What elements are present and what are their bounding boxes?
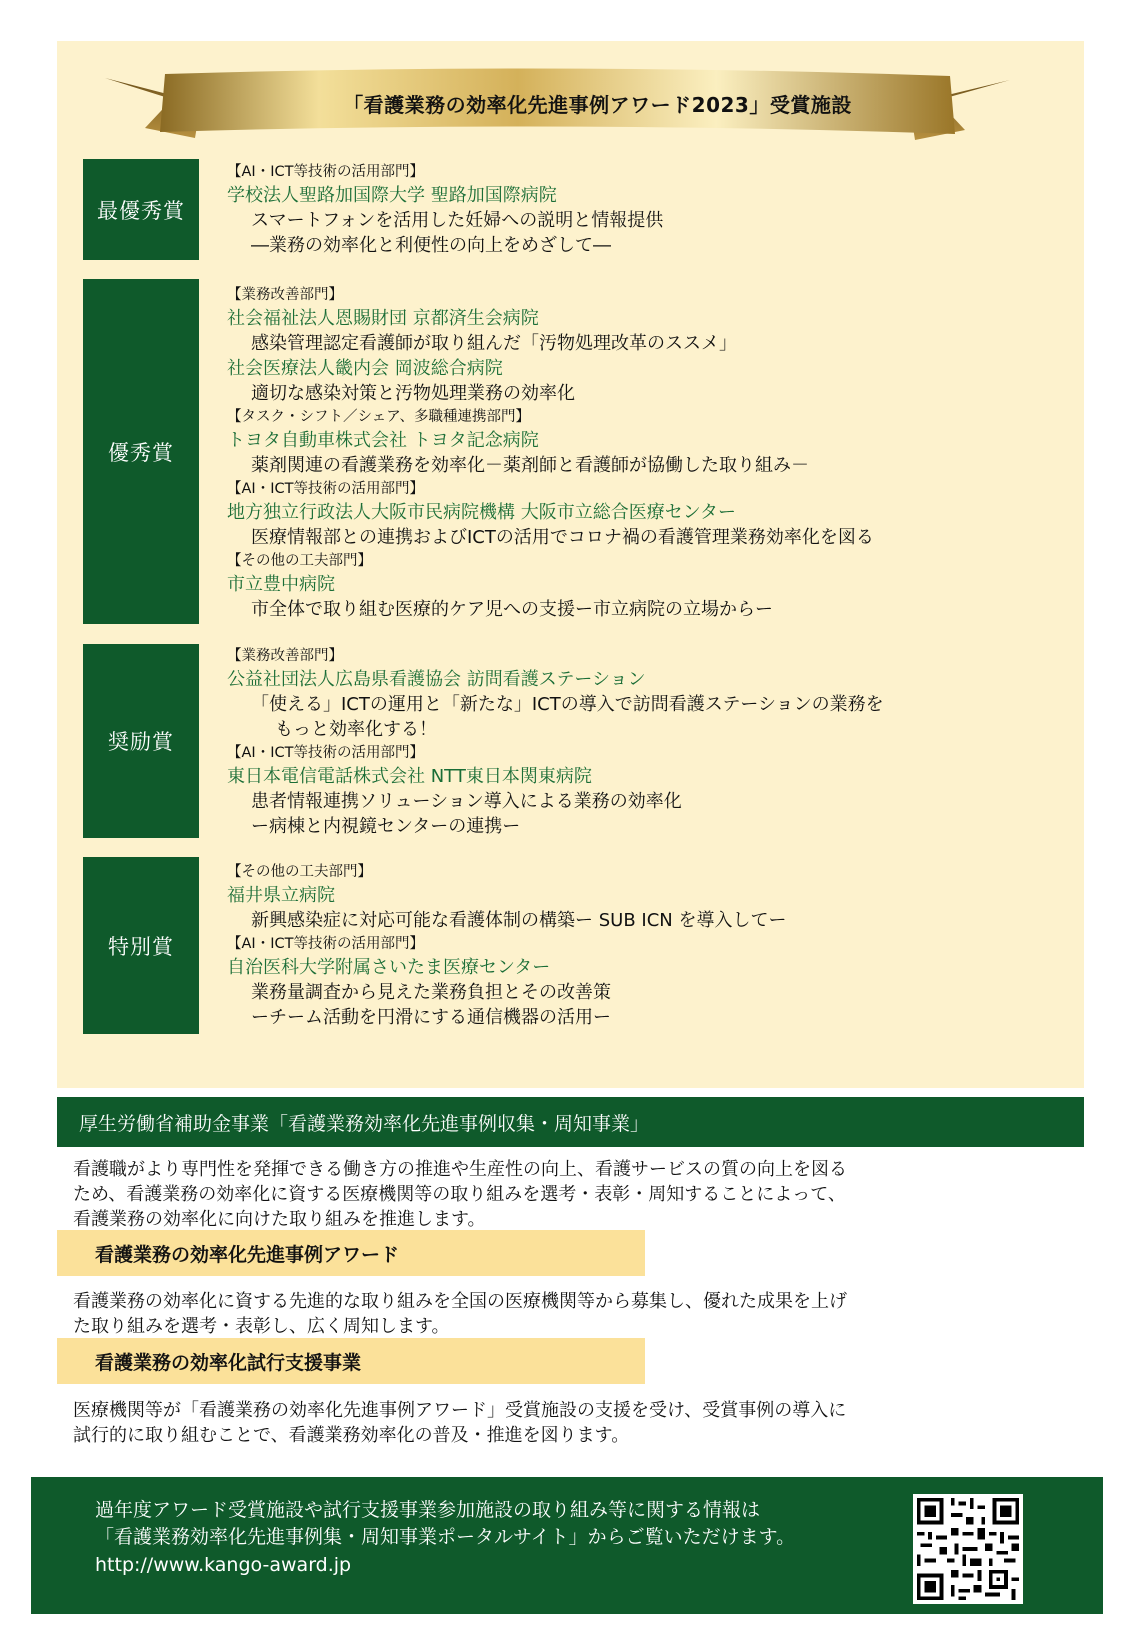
organization-name: 市立豊中病院: [227, 574, 335, 595]
project-title: 感染管理認定看護師が取り組んだ「汚物処理改革のススメ」: [251, 333, 737, 354]
award-entries-grand-prize: [227, 161, 663, 258]
support-section-heading: 看護業務の効率化試行支援事業: [57, 1338, 645, 1384]
organization-name: 自治医科大学附属さいたま医療センター: [227, 957, 551, 978]
project-title: 新興感染症に対応可能な看護体制の構築ー SUB ICN を導入してー: [251, 910, 787, 931]
organization-name: 社会医療法人畿内会 岡波総合病院: [227, 358, 503, 379]
organization-name: 東日本電信電話株式会社 NTT東日本関東病院: [227, 766, 592, 787]
award-section-description: [73, 1289, 1083, 1339]
organization-name: 地方独立行政法人大阪市民病院機構 大阪市立総合医療センター: [227, 502, 736, 523]
award-label-excellence: 優秀賞: [83, 279, 199, 624]
category-label: 【AI・ICT等技術の活用部門】: [227, 481, 424, 497]
footer-text-line: 「看護業務効率化先進事例集・周知事業ポータルサイト」からご覧いただけます。: [95, 1526, 796, 1548]
project-title: 「使える」ICTの運用と「新たな」ICTの導入で訪問看護ステーションの業務を: [251, 694, 884, 715]
project-title: 業務量調査から見えた業務負担とその改善策: [251, 982, 611, 1003]
project-description: [73, 1157, 1083, 1232]
category-label: 【その他の工夫部門】: [227, 553, 372, 569]
qr-code-icon[interactable]: [913, 1494, 1023, 1604]
category-label: 【タスク・シフト／シェア、多職種連携部門】: [227, 409, 531, 425]
project-title: 薬剤関連の看護業務を効率化－薬剤師と看護師が協働した取り組み－: [251, 455, 809, 476]
description-line: ため、看護業務の効率化に資する医療機関等の取り組みを選考・表彰・周知することによって、: [73, 1184, 846, 1205]
project-title: 市全体で取り組む医療的ケア児への支援ー市立病院の立場からー: [251, 599, 773, 620]
organization-name: 社会福祉法人恩賜財団 京都済生会病院: [227, 308, 539, 329]
project-title-continued: もっと効率化する！: [275, 719, 437, 740]
category-label: 【その他の工夫部門】: [227, 864, 372, 880]
project-title-bar: 厚生労働省補助金事業「看護業務効率化先進事例収集・周知事業」: [57, 1097, 1084, 1147]
organization-name: トヨタ自動車株式会社 トヨタ記念病院: [227, 430, 539, 451]
project-subtitle: ーチーム活動を円滑にする通信機器の活用ー: [251, 1007, 611, 1028]
description-line: 医療機関等が「看護業務の効率化先進事例アワード」受賞施設の支援を受け、受賞事例の導入に: [73, 1400, 847, 1421]
award-label-encouragement: 奨励賞: [83, 644, 199, 838]
category-label: 【AI・ICT等技術の活用部門】: [227, 936, 424, 952]
description-line: 看護業務の効率化に向けた取り組みを推進します。: [73, 1209, 486, 1230]
description-line: 看護業務の効率化に資する先進的な取り組みを全国の医療機関等から募集し、優れた成果を上げ: [73, 1291, 847, 1312]
project-title: 医療情報部との連携およびICTの活用でコロナ禍の看護管理業務効率化を図る: [251, 527, 874, 548]
category-label: 【AI・ICT等技術の活用部門】: [227, 164, 424, 180]
project-subtitle: ―業務の効率化と利便性の向上をめざして―: [251, 235, 611, 256]
project-subtitle: ー病棟と内視鏡センターの連携ー: [251, 816, 521, 837]
project-title: 患者情報連携ソリューション導入による業務の効率化: [251, 791, 682, 812]
award-label-grand-prize: 最優秀賞: [83, 159, 199, 260]
category-label: 【AI・ICT等技術の活用部門】: [227, 745, 424, 761]
organization-name: 学校法人聖路加国際大学 聖路加国際病院: [227, 185, 557, 206]
project-title: 適切な感染対策と汚物処理業務の効率化: [251, 383, 575, 404]
description-line: た取り組みを選考・表彰し、広く周知します。: [73, 1316, 450, 1337]
category-label: 【業務改善部門】: [227, 287, 343, 303]
description-line: 試行的に取り組むことで、看護業務効率化の普及・推進を図ります。: [73, 1425, 630, 1446]
category-label: 【業務改善部門】: [227, 648, 343, 664]
award-entries-excellence: [227, 284, 874, 622]
award-entries-encouragement: [227, 645, 884, 839]
award-section-heading: 看護業務の効率化先進事例アワード: [57, 1230, 645, 1276]
support-section-description: [73, 1398, 1083, 1448]
organization-name: 公益社団法人広島県看護協会 訪問看護ステーション: [227, 669, 646, 690]
award-label-special: 特別賞: [83, 857, 199, 1034]
award-entries-special: [227, 861, 786, 1030]
footer-text-line: 過年度アワード受賞施設や試行支援事業参加施設の取り組み等に関する情報は: [95, 1499, 761, 1521]
portal-url-link[interactable]: http://www.kango-award.jp: [95, 1554, 352, 1576]
banner-title: 「看護業務の効率化先進事例アワード2023」受賞施設: [343, 92, 852, 117]
description-line: 看護職がより専門性を発揮できる働き方の推進や生産性の向上、看護サービスの質の向上を図る: [73, 1159, 847, 1180]
organization-name: 福井県立病院: [227, 885, 335, 906]
project-title: スマートフォンを活用した妊婦への説明と情報提供: [251, 210, 664, 231]
